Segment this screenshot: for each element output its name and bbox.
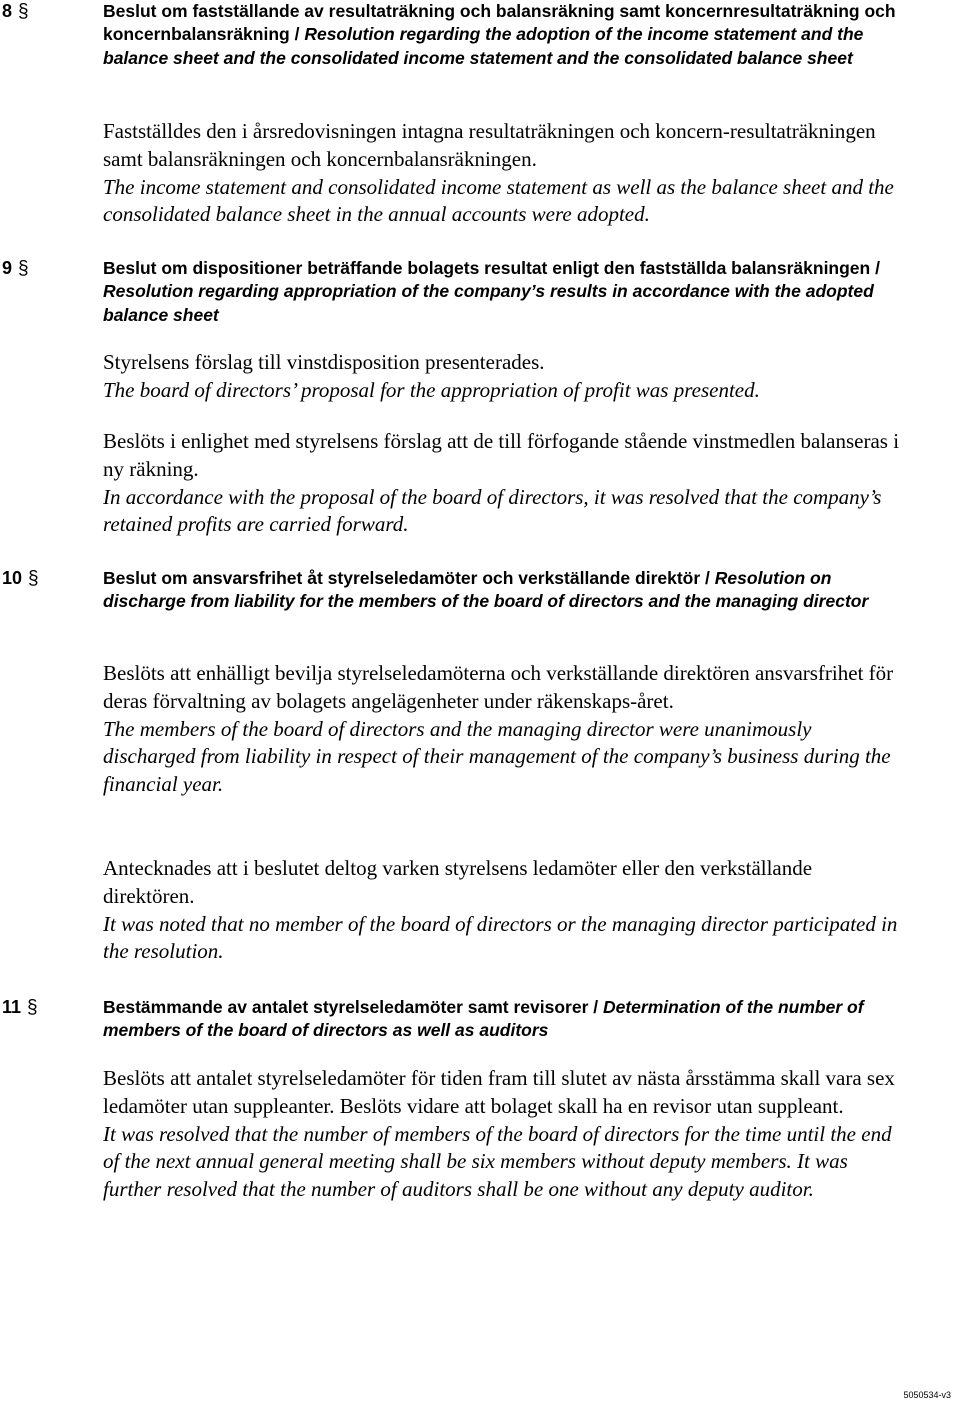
resolution-paragraph <box>103 1065 903 1204</box>
paragraph-swedish: Styrelsens förslag till vinstdisposition presenterades. <box>103 350 545 374</box>
heading-swedish: Bestämmande av antalet styrelseledamöter samt revisorer / <box>103 997 599 1017</box>
paragraph-swedish: Fastställdes den i årsredovisningen intagna resultaträkningen och koncern-resultaträkningen samt balansräkningen och koncernbalansräkningen. <box>103 119 876 171</box>
section-heading <box>103 996 903 1043</box>
section-heading <box>103 567 903 614</box>
resolution-paragraph <box>103 349 903 405</box>
paragraph-swedish: Beslöts att antalet styrelseledamöter för tiden fram till slutet av nästa årsstämma skall vara sex ledamöter utan suppleanter. Beslöts vidare att bolaget skall ha en revisor utan suppleant. <box>103 1066 895 1118</box>
paragraph-symbol: § <box>28 568 39 589</box>
paragraph-english: In accordance with the proposal of the board of directors, it was resolved that the company’s retained profits are carried forward. <box>103 484 882 537</box>
paragraph-english: The board of directors’ proposal for the appropriation of profit was presented. <box>103 377 760 402</box>
paragraph-swedish: Antecknades att i beslutet deltog varken styrelsens ledamöter eller den verkställande direktören. <box>103 856 813 908</box>
section-number: 8 § <box>2 1 29 22</box>
section-number: 9 § <box>2 258 29 279</box>
paragraph-english: The income statement and consolidated income statement as well as the balance sheet and the consolidated balance sheet in the annual accounts were adopted. <box>103 174 894 227</box>
paragraph-english: The members of the board of directors and the managing director were unanimously discharged from liability in respect of their management of the company’s business during the financial year. <box>103 716 891 797</box>
section-number: 10 § <box>2 568 39 589</box>
resolution-paragraph <box>103 428 903 539</box>
paragraph-english: It was noted that no member of the board of directors or the managing director participated in the resolution. <box>103 911 898 964</box>
paragraph-swedish: Beslöts att enhälligt bevilja styrelseledamöterna och verkställande direktören ansvarsfrihet för deras förvaltning av bolagets angelägenheter under räkenskaps-året. <box>103 661 894 713</box>
section-heading <box>103 257 903 327</box>
resolution-paragraph <box>103 660 903 799</box>
section-heading <box>103 0 903 70</box>
heading-english: Resolution on discharge from liability for the members of the board of directors and the managing director <box>103 568 869 612</box>
paragraph-symbol: § <box>18 258 29 279</box>
heading-swedish: Beslut om ansvarsfrihet åt styrelseledamöter och verkställande direktör / <box>103 568 710 588</box>
heading-swedish: Beslut om dispositioner beträffande bolagets resultat enligt den fastställda balansräkningen / <box>103 258 880 278</box>
heading-english: Resolution regarding the adoption of the income statement and the balance sheet and the consolidated income statement and the consolidated balance sheet <box>103 24 864 68</box>
document-reference-code: 5050534-v3 <box>903 1390 951 1400</box>
paragraph-english: It was resolved that the number of members of the board of directors for the time until the end of the next annual general meeting shall be six members without deputy members. It was further resolved that the number of auditors shall be one without any deputy auditor. <box>103 1121 892 1202</box>
resolution-paragraph <box>103 118 903 229</box>
resolution-paragraph <box>103 855 903 966</box>
heading-english: Resolution regarding appropriation of the company’s results in accordance with the adopted balance sheet <box>103 281 874 325</box>
heading-english: Determination of the number of members of the board of directors as well as auditors <box>103 997 864 1041</box>
heading-swedish: Beslut om fastställande av resultaträkning och balansräkning samt koncernresultaträkning och koncernbalansräkning / <box>103 1 896 45</box>
section-number: 11 § <box>2 997 38 1018</box>
paragraph-symbol: § <box>27 997 38 1018</box>
paragraph-swedish: Beslöts i enlighet med styrelsens förslag att de till förfogande stående vinstmedlen balanseras i ny räkning. <box>103 429 900 481</box>
paragraph-symbol: § <box>18 1 29 22</box>
